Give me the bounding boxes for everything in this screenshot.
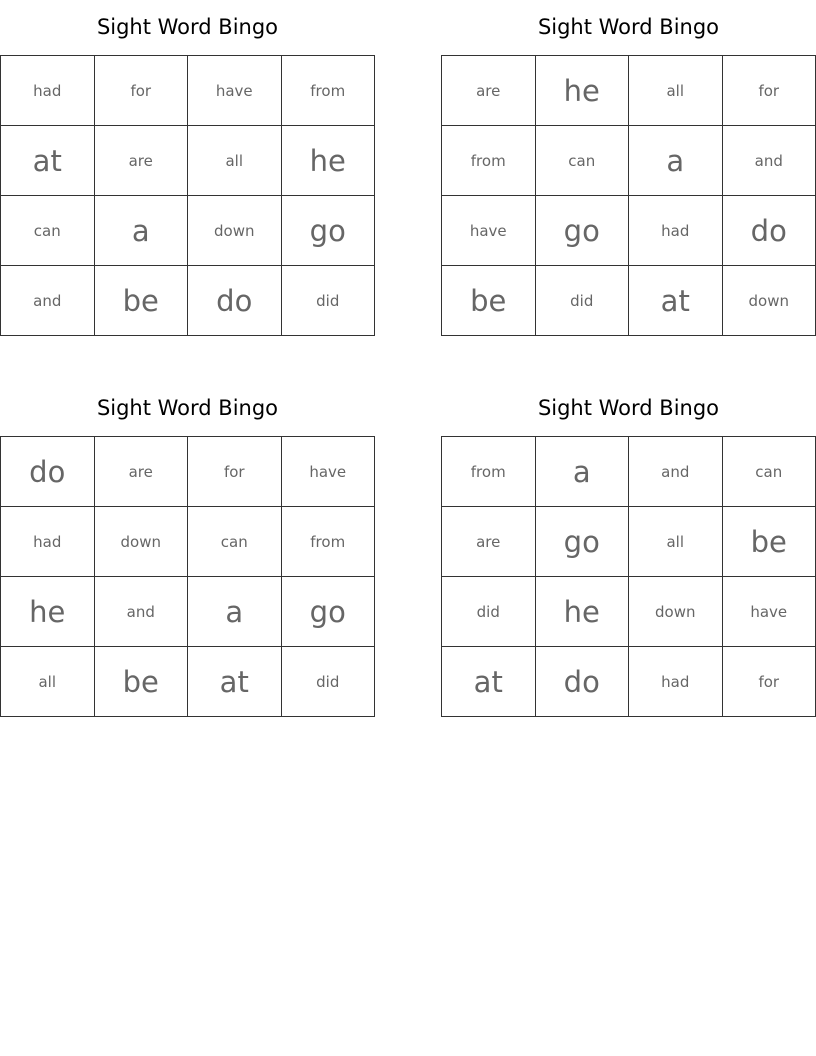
bingo-cell: he xyxy=(1,577,95,647)
bingo-cell: are xyxy=(95,437,189,507)
bingo-cell: do xyxy=(723,196,816,266)
bingo-cell: go xyxy=(282,577,376,647)
card-title: Sight Word Bingo xyxy=(537,396,720,420)
bingo-grid xyxy=(441,55,816,336)
bingo-cell: down xyxy=(188,196,282,266)
bingo-cell: do xyxy=(1,437,95,507)
bingo-cell: are xyxy=(95,126,189,196)
bingo-cell: have xyxy=(442,196,536,266)
bingo-cell: did xyxy=(536,266,630,336)
bingo-cell: and xyxy=(723,126,816,196)
bingo-cell: at xyxy=(1,126,95,196)
bingo-cell: have xyxy=(723,577,816,647)
bingo-cell: from xyxy=(282,56,376,126)
bingo-cell: for xyxy=(723,647,816,717)
bingo-cell: have xyxy=(282,437,376,507)
bingo-cell: are xyxy=(442,56,536,126)
bingo-cell: had xyxy=(629,196,723,266)
bingo-cell: down xyxy=(629,577,723,647)
bingo-grid xyxy=(0,436,375,717)
bingo-cell: had xyxy=(1,56,95,126)
bingo-grid xyxy=(441,436,816,717)
bingo-cell: had xyxy=(1,507,95,577)
bingo-cell: can xyxy=(1,196,95,266)
bingo-grid xyxy=(0,55,375,336)
bingo-card-4 xyxy=(441,381,816,717)
bingo-cell: go xyxy=(536,507,630,577)
bingo-card-3 xyxy=(0,381,375,717)
bingo-cell: from xyxy=(282,507,376,577)
bingo-cell: be xyxy=(95,647,189,717)
bingo-cell: did xyxy=(282,266,376,336)
bingo-cell: he xyxy=(536,577,630,647)
bingo-cell: from xyxy=(442,126,536,196)
bingo-cell: and xyxy=(1,266,95,336)
bingo-cell: he xyxy=(536,56,630,126)
card-title: Sight Word Bingo xyxy=(96,15,279,39)
bingo-cell: for xyxy=(95,56,189,126)
bingo-cell: at xyxy=(188,647,282,717)
bingo-cell: a xyxy=(536,437,630,507)
bingo-cell: be xyxy=(95,266,189,336)
bingo-card-1 xyxy=(0,0,375,336)
bingo-cell: can xyxy=(723,437,816,507)
card-title: Sight Word Bingo xyxy=(96,396,279,420)
bingo-cell: all xyxy=(629,56,723,126)
bingo-card-2 xyxy=(441,0,816,336)
bingo-cell: a xyxy=(188,577,282,647)
card-title: Sight Word Bingo xyxy=(537,15,720,39)
bingo-cell: at xyxy=(629,266,723,336)
bingo-cell: had xyxy=(629,647,723,717)
bingo-cell: at xyxy=(442,647,536,717)
bingo-cell: do xyxy=(536,647,630,717)
bingo-cell: did xyxy=(282,647,376,717)
bingo-cell: a xyxy=(629,126,723,196)
bingo-cell: from xyxy=(442,437,536,507)
bingo-cell: all xyxy=(629,507,723,577)
bingo-cell: and xyxy=(95,577,189,647)
bingo-cell: go xyxy=(282,196,376,266)
bingo-cell: and xyxy=(629,437,723,507)
bingo-cell: are xyxy=(442,507,536,577)
bingo-cell: did xyxy=(442,577,536,647)
bingo-cell: be xyxy=(723,507,816,577)
bingo-cell: do xyxy=(188,266,282,336)
bingo-cell: for xyxy=(723,56,816,126)
bingo-cell: down xyxy=(95,507,189,577)
bingo-cell: a xyxy=(95,196,189,266)
bingo-cell: he xyxy=(282,126,376,196)
bingo-cell: go xyxy=(536,196,630,266)
bingo-cell: be xyxy=(442,266,536,336)
bingo-cell: can xyxy=(536,126,630,196)
bingo-cell: have xyxy=(188,56,282,126)
bingo-cell: can xyxy=(188,507,282,577)
bingo-cell: all xyxy=(188,126,282,196)
bingo-cell: all xyxy=(1,647,95,717)
bingo-cell: for xyxy=(188,437,282,507)
bingo-cell: down xyxy=(723,266,816,336)
